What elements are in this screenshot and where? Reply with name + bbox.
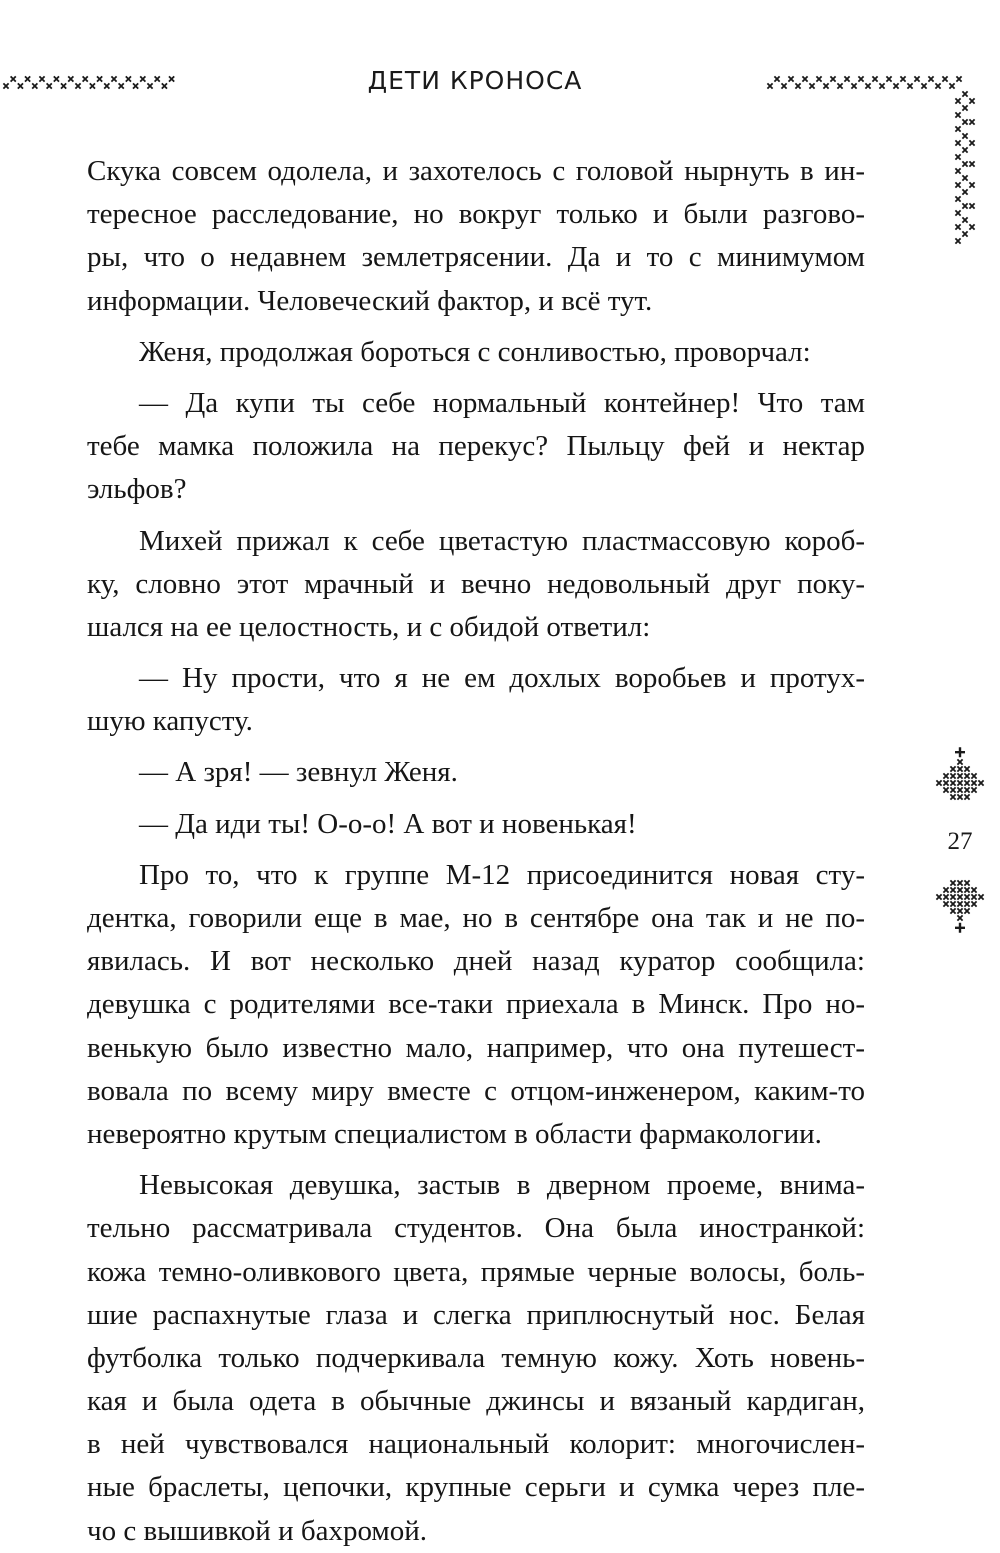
text-line: вовала по всему миру вместе с отцом-инженером, каким-то <box>87 1074 865 1107</box>
text-line: ку, словно этот мрачный и вечно недовольный друг поку- <box>87 567 865 600</box>
text-line: тересное расследование, но вокруг только и были разгово- <box>87 198 865 231</box>
text-line: футболка только подчеркивала темную кожу. Хоть новень- <box>87 1341 865 1374</box>
text-line: Невысокая девушка, застыв в дверном проеме, внима- <box>139 1169 865 1202</box>
text-line: тельно рассматривала студентов. Она была иностранкой: <box>87 1212 865 1245</box>
text-line: Скука совсем одолела, и захотелось с головой нырнуть в ин- <box>87 155 865 187</box>
text-line: — Да купи ты себе нормальный контейнер! Что там <box>139 386 865 419</box>
paragraph <box>87 520 865 650</box>
text-line: явилась. И вот несколько дней назад куратор сообщила: <box>87 945 865 978</box>
text-line: кая и была одета в обычные джинсы и вязаный кардиган, <box>87 1385 865 1418</box>
paragraph-gap <box>87 374 865 382</box>
text-line: тебе мамка положила на перекус? Пыльцу фей и нектар <box>87 430 865 463</box>
paragraph <box>87 751 865 794</box>
paragraph <box>87 803 865 846</box>
body-text <box>87 150 865 1553</box>
text-line: — Ну прости, что я не ем дохлых воробьев и протух- <box>139 662 865 695</box>
text-line: ры, что о недавнем землетрясении. Да и то с минимумом <box>87 241 865 274</box>
text-line: Михей прижал к себе цветастую пластмассовую короб- <box>139 524 865 557</box>
paragraph <box>87 854 865 1156</box>
text-line: в ней чувствовался национальный колорит: многочислен- <box>87 1428 865 1461</box>
text-line: чо с вышивкой и бахромой. <box>87 1514 428 1547</box>
paragraph <box>87 382 865 512</box>
paragraph <box>87 331 865 374</box>
paragraph-gap <box>87 795 865 803</box>
text-line: информации. Человеческий фактор, и всё тут. <box>87 284 653 317</box>
text-line: — А зря! — зевнул Женя. <box>139 756 458 789</box>
cross-stitch-diamond-icon <box>936 747 983 799</box>
text-line: Женя, продолжая бороться с сонливостью, проворчал: <box>139 335 811 368</box>
text-line: венькую было известно мало, например, что она путешест- <box>87 1031 865 1064</box>
page-number: 27 <box>947 828 973 855</box>
text-line: Про то, что к группе М-12 присоединится новая сту- <box>139 858 865 891</box>
text-line: кожа темно-оливкового цвета, прямые черные волосы, боль- <box>87 1255 865 1288</box>
paragraph-gap <box>87 649 865 657</box>
paragraph <box>87 657 865 743</box>
text-line: невероятно крутым специалистом в области фармакологии. <box>87 1117 822 1150</box>
paragraph-gap <box>87 743 865 751</box>
text-line: девушка с родителями все-таки приехала в Минск. Про но- <box>87 988 865 1021</box>
paragraph-gap <box>87 1156 865 1164</box>
text-line: шие распахнутые глаза и слегка приплюснутый нос. Белая <box>87 1298 865 1331</box>
text-line: дентка, говорили еще в мае, но в сентябре она так и не по- <box>87 902 865 934</box>
cross-stitch-diamond-icon <box>936 880 983 932</box>
text-line: шался на ее целостность, и с обидой ответил: <box>87 610 651 643</box>
paragraph <box>87 1164 865 1553</box>
text-line: эльфов? <box>87 473 187 506</box>
running-title: ДЕТИ КРОНОСА <box>367 66 583 95</box>
paragraph-gap <box>87 846 865 854</box>
paragraph-gap <box>87 323 865 331</box>
text-line: шую капусту. <box>87 705 253 738</box>
paragraph <box>87 150 865 323</box>
text-line: — Да иди ты! О-о-о! А вот и новенькая! <box>139 807 637 840</box>
text-line: ные браслеты, цепочки, крупные серьги и сумка через пле- <box>87 1471 865 1504</box>
paragraph-gap <box>87 512 865 520</box>
